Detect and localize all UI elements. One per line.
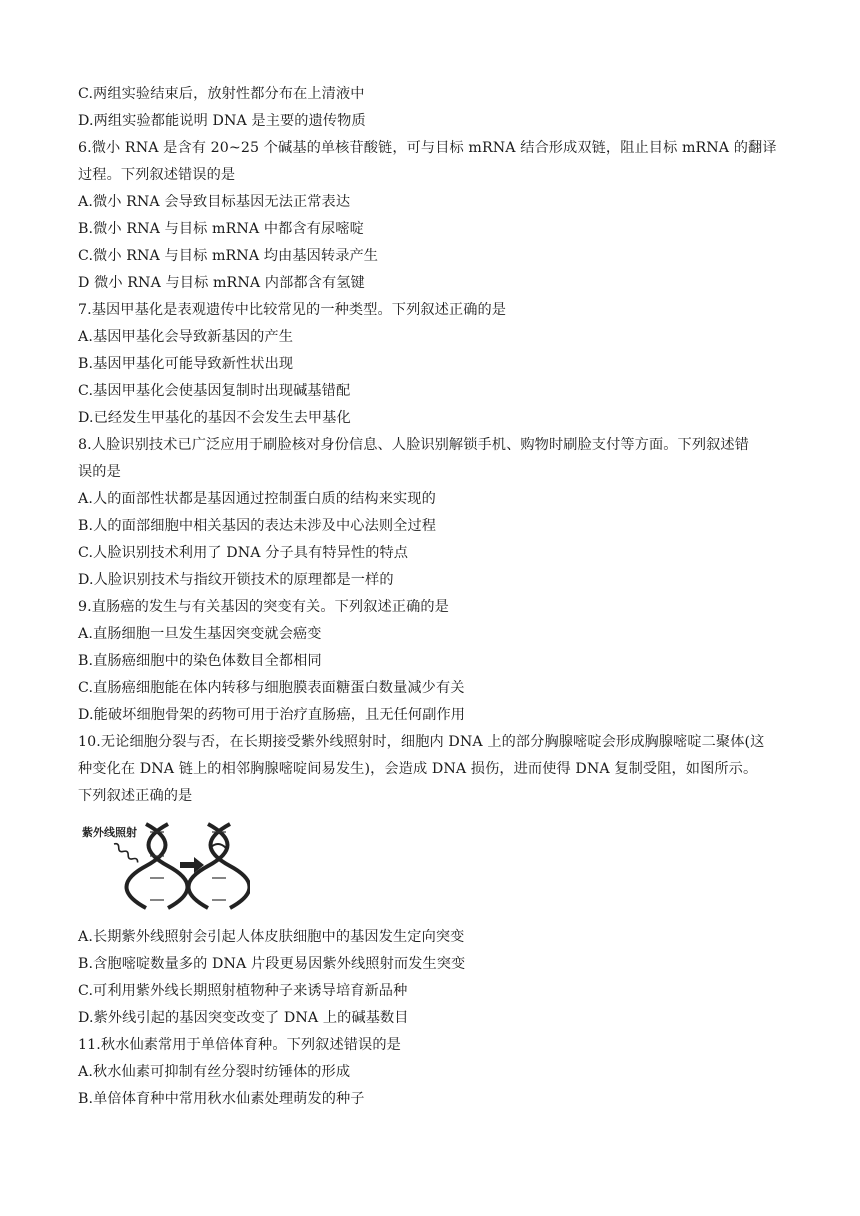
question-9-stem: 9.直肠癌的发生与有关基因的突变有关。下列叙述正确的是 xyxy=(78,599,449,615)
uv-dna-damage-figure xyxy=(80,820,250,916)
question-11-stem: 11.秋水仙素常用于单倍体育种。下列叙述错误的是 xyxy=(78,1037,401,1053)
option-7a: A.基因甲基化会导致新基因的产生 xyxy=(78,329,293,345)
option-9d: D.能破坏细胞骨架的药物可用于治疗直肠癌，且无任何副作用 xyxy=(78,707,466,723)
option-6c: C.微小 RNA 与目标 mRNA 均由基因转录产生 xyxy=(78,248,379,264)
option-11b: B.单倍体育种中常用秋水仙素处理萌发的种子 xyxy=(78,1091,365,1107)
uv-wave-icon xyxy=(113,842,139,864)
option-7b: B.基因甲基化可能导致新性状出现 xyxy=(78,356,294,372)
option-5d: D.两组实验都能说明 DNA 是主要的遗传物质 xyxy=(78,113,366,129)
question-10-stem-line-2: 种变化在 DNA 链上的相邻胸腺嘧啶间易发生)，会造成 DNA 损伤，进而使得 DNA 复制受阻，如图所示。 xyxy=(78,761,758,777)
option-10c: C.可利用紫外线长期照射植物种子来诱导培育新品种 xyxy=(78,983,408,999)
option-8c: C.人脸识别技术利用了 DNA 分子具有特异性的特点 xyxy=(78,545,409,561)
dna-left-base-pairs xyxy=(150,832,164,900)
option-5c: C.两组实验结束后，放射性都分布在上清液中 xyxy=(78,86,365,102)
option-10b: B.含胞嘧啶数量多的 DNA 片段更易因紫外线照射而发生突变 xyxy=(78,956,466,972)
question-8-stem-line-1: 8.人脸识别技术已广泛应用于刷脸核对身份信息、人脸识别解锁手机、购物时刷脸支付等方面。下列叙述错 xyxy=(78,437,749,453)
option-6b: B.微小 RNA 与目标 mRNA 中都含有尿嘧啶 xyxy=(78,221,364,237)
option-7c: C.基因甲基化会使基因复制时出现碱基错配 xyxy=(78,383,351,399)
question-8-stem-line-2: 误的是 xyxy=(78,464,121,480)
option-11a: A.秋水仙素可抑制有丝分裂时纺锤体的形成 xyxy=(78,1064,351,1080)
option-9a: A.直肠细胞一旦发生基因突变就会癌变 xyxy=(78,626,322,642)
option-10d: D.紫外线引起的基因突变改变了 DNA 上的碱基数目 xyxy=(78,1010,409,1026)
option-9c: C.直肠癌细胞能在体内转移与细胞膜表面糖蛋白数量减少有关 xyxy=(78,680,465,696)
option-8b: B.人的面部细胞中相关基因的表达未涉及中心法则全过程 xyxy=(78,518,437,534)
option-7d: D.已经发生甲基化的基因不会发生去甲基化 xyxy=(78,410,351,426)
option-10a: A.长期紫外线照射会引起人体皮肤细胞中的基因发生定向突变 xyxy=(78,929,465,945)
question-10-stem-line-1: 10.无论细胞分裂与否，在长期接受紫外线照射时，细胞内 DNA 上的部分胸腺嘧啶会形成胸腺嘧啶二聚体(这 xyxy=(78,734,765,750)
option-8a: A.人的面部性状都是基因通过控制蛋白质的结构来实现的 xyxy=(78,491,436,507)
question-7-stem: 7.基因甲基化是表观遗传中比较常见的一种类型。下列叙述正确的是 xyxy=(78,302,507,318)
question-6-stem-line-2: 过程。下列叙述错误的是 xyxy=(78,167,236,183)
option-6d: D 微小 RNA 与目标 mRNA 内部都含有氢键 xyxy=(78,275,365,291)
dna-right-base-pairs xyxy=(212,832,226,900)
uv-label: 紫外线照射 xyxy=(82,826,137,839)
option-6a: A.微小 RNA 会导致目标基因无法正常表达 xyxy=(78,194,351,210)
question-6-stem-line-1: 6.微小 RNA 是含有 20~25 个碱基的单核苷酸链，可与目标 mRNA 结合形成双链，阻止目标 mRNA 的翻译 xyxy=(78,140,777,156)
option-8d: D.人脸识别技术与指纹开锁技术的原理都是一样的 xyxy=(78,572,394,588)
question-10-stem-line-3: 下列叙述正确的是 xyxy=(78,788,193,804)
option-9b: B.直肠癌细胞中的染色体数目全都相同 xyxy=(78,653,322,669)
